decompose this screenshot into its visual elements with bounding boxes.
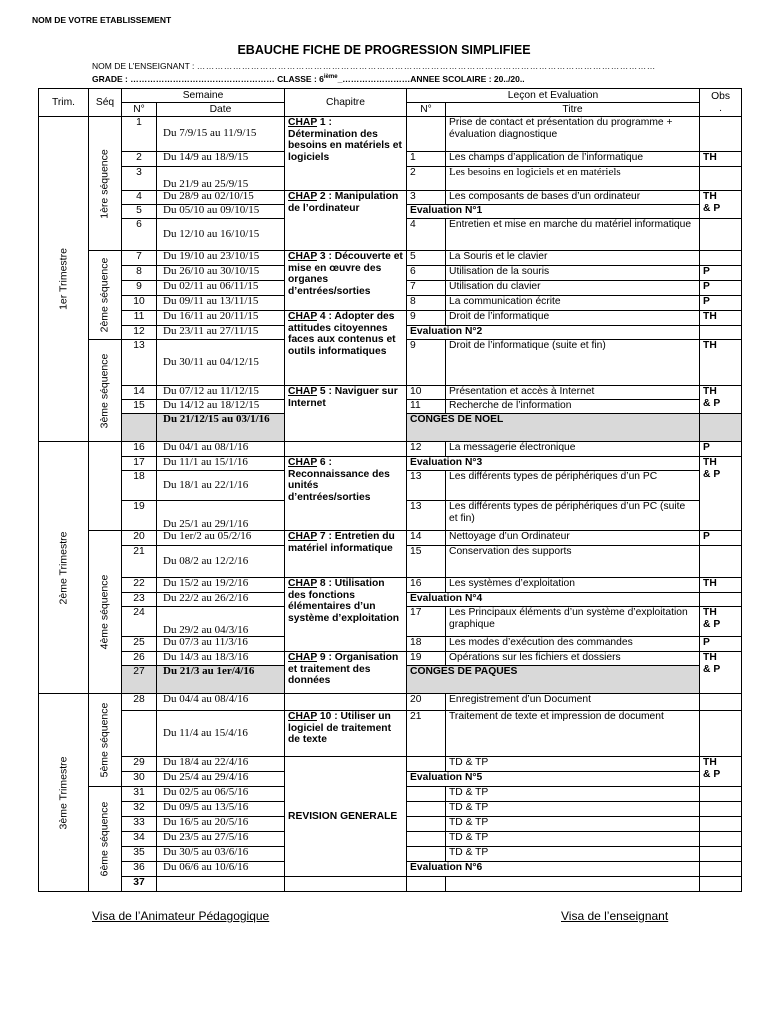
table-row: 37	[39, 877, 742, 892]
sequence-5: 5ème séquence	[89, 694, 122, 787]
table-row: 30 Du 25/4 au 29/4/16 Evaluation N°5	[39, 772, 742, 787]
classe-dots: _……………………	[337, 74, 411, 84]
table-row: 1er Trimestre 1ère séquence 1 Du 7/9/15 au 11/9/15 CHAP 1 : Détermination des besoins en matériels et logiciels Prise de contact et présentation du programme + évaluation diagnostique	[39, 117, 742, 152]
classe-label: CLASSE : 6	[274, 74, 324, 84]
table-row: 36 Du 06/6 au 10/6/16 Evaluation N°6	[39, 862, 742, 877]
table-row: 21 Du 08/2 au 12/2/16 15 Conservation des supports	[39, 546, 742, 578]
table-row: 8 Du 26/10 au 30/10/15 6 Utilisation de la souris P	[39, 266, 742, 281]
table-row: 32 Du 09/5 au 13/5/16 TD & TP	[39, 802, 742, 817]
table-row: 23 Du 22/2 au 26/2/16 Evaluation N°4	[39, 593, 742, 607]
table-row: 2ème Trimestre 16 Du 04/1 au 08/1/16 12 La messagerie électronique P	[39, 442, 742, 457]
table-row: 5 Du 05/10 au 09/10/15 Evaluation N°1	[39, 205, 742, 219]
col-obs-dot: .	[719, 102, 722, 114]
table-row: 26 Du 14/3 au 18/3/16 CHAP 9 : Organisation et traitement des données 19 Opérations sur les fichiers et dossiers TH & P	[39, 652, 742, 666]
table-row: 35 Du 30/5 au 03/6/16 TD & TP	[39, 847, 742, 862]
table-row: 34 Du 23/5 au 27/5/16 TD & TP	[39, 832, 742, 847]
table-row: 6 Du 12/10 au 16/10/15 4 Entretien et mise en marche du matériel informatique	[39, 219, 742, 251]
sequence-3: 3ème séquence	[89, 340, 122, 442]
col-obs-label: Obs	[711, 91, 730, 102]
noel-row: Du 21/12/15 au 03/1/16 CONGES DE NOEL	[39, 414, 742, 442]
table-row: 4ème séquence 20 Du 1er/2 au 05/2/16 CHAP 7 : Entretien du matériel informatique 14 Nettoyage d’un Ordinateur P	[39, 531, 742, 546]
enseignant-label: NOM DE L’ENSEIGNANT :	[92, 61, 197, 71]
table-row: 9 Du 02/11 au 06/11/15 7 Utilisation du clavier P	[39, 281, 742, 296]
col-num: N°	[122, 103, 157, 117]
trimestre-2: 2ème Trimestre	[39, 442, 89, 694]
col-chapitre: Chapitre	[285, 89, 407, 117]
table-row: 2 Du 14/9 au 18/9/15 1 Les champs d’application de l’informatique TH	[39, 152, 742, 167]
col-lecon: Leçon et Evaluation	[407, 89, 700, 103]
enseignant-line	[92, 61, 656, 71]
col-date: Date	[157, 103, 285, 117]
col-obs	[700, 89, 742, 117]
sequence-3b	[89, 442, 122, 531]
paques-row: 27 Du 21/3 au 1er/4/16 CONGES DE PAQUES	[39, 666, 742, 694]
table-row: 4 Du 28/9 au 02/10/15 CHAP 2 : Manipulation de l’ordinateur 3 Les composants de bases d’un ordinateur TH & P	[39, 191, 742, 205]
table-row: 29 Du 18/4 au 22/4/16 REVISION GENERALE TD & TP TH & P	[39, 757, 742, 772]
header-row-1	[39, 89, 742, 103]
table-row: 10 Du 09/11 au 13/11/15 8 La communication écrite P	[39, 296, 742, 311]
visa-enseignant: Visa de l’enseignant	[561, 909, 669, 923]
grade-classe-line	[92, 74, 525, 84]
table-row: 17 Du 11/1 au 15/1/16 CHAP 6 : Reconnaissance des unités d’entrées/sorties Evaluation N°3 TH & P	[39, 457, 742, 471]
visa-animateur: Visa de l’Animateur Pédagogique	[92, 909, 270, 923]
table-row: 6ème séquence 31 Du 02/5 au 06/5/16 TD & TP	[39, 787, 742, 802]
table-row: 11 Du 16/11 au 20/11/15 CHAP 4 : Adopter des attitudes citoyennes faces aux contenus et outils informatiques 9 Droit de l’informatique TH	[39, 311, 742, 326]
table-row: 12 Du 23/11 au 27/11/15 Evaluation N°2	[39, 326, 742, 340]
col-num2: N°	[407, 103, 446, 117]
table-row: 3ème séquence 13 Du 30/11 au 04/12/15 9 Droit de l’informatique (suite et fin) TH	[39, 340, 742, 386]
sequence-4: 4ème séquence	[89, 531, 122, 694]
col-titre: Titre	[446, 103, 700, 117]
table-row: 24 Du 29/2 au 04/3/16 17 Les Principaux éléments d’un système d’exploitation graphique TH & P	[39, 607, 742, 637]
table-row: Du 11/4 au 15/4/16 CHAP 10 : Utiliser un logiciel de traitement de texte 21 Traitement de texte et impression de document	[39, 711, 742, 757]
table-row: 14 Du 07/12 au 11/12/15 CHAP 5 : Naviguer sur Internet 10 Présentation et accès à Internet TH & P	[39, 386, 742, 400]
trimestre-3: 3ème Trimestre	[39, 694, 89, 892]
sequence-2: 2ème séquence	[89, 251, 122, 340]
table-row: 3 Du 21/9 au 25/9/15 2 Les besoins en logiciels et en matériels	[39, 167, 742, 191]
table-row: 2ème séquence 7 Du 19/10 au 23/10/15 CHAP 3 : Découverte et mise en œuvre des organes d’entrées/sorties 5 La Souris et le clavier	[39, 251, 742, 266]
etablissement-name: NOM DE VOTRE ETABLISSEMENT	[32, 15, 172, 25]
enseignant-dots: ………………………………………………………………………………………………………………………………………	[196, 61, 656, 71]
table-row: 18 Du 18/1 au 22/1/16 13 Les différents types de périphériques d’un PC	[39, 471, 742, 501]
grade-label: GRADE :	[92, 74, 131, 84]
table-row: 3ème Trimestre 5ème séquence 28 Du 04/4 au 08/4/16 20 Enregistrement d’un Document	[39, 694, 742, 711]
sequence-6: 6ème séquence	[89, 787, 122, 892]
col-semaine: Semaine	[122, 89, 285, 103]
col-seq: Séq	[89, 89, 122, 117]
grade-dots: ……………………………………………	[130, 74, 275, 84]
table-row: 15 Du 14/12 au 18/12/15 11 Recherche de l’information	[39, 400, 742, 414]
progression-table	[38, 88, 742, 892]
classe-sup: ième	[323, 74, 338, 81]
annee-label: ANNEE SCOLAIRE : 20../20..	[410, 74, 525, 84]
table-row: 33 Du 16/5 au 20/5/16 TD & TP	[39, 817, 742, 832]
document-title: EBAUCHE FICHE DE PROGRESSION SIMPLIFIEE	[237, 43, 531, 57]
sequence-1: 1ère séquence	[89, 117, 122, 251]
table-row: 19 Du 25/1 au 29/1/16 13 Les différents types de périphériques d’un PC (suite et fin)	[39, 501, 742, 531]
col-trim: Trim.	[39, 89, 89, 117]
table-row: 25 Du 07/3 au 11/3/16 18 Les modes d’exécution des commandes P	[39, 637, 742, 652]
table-row: 22 Du 15/2 au 19/2/16 CHAP 8 : Utilisation des fonctions élémentaires d’un système d’exploitation 16 Les systèmes d’exploitation TH	[39, 578, 742, 593]
trimestre-1: 1er Trimestre	[39, 117, 89, 442]
